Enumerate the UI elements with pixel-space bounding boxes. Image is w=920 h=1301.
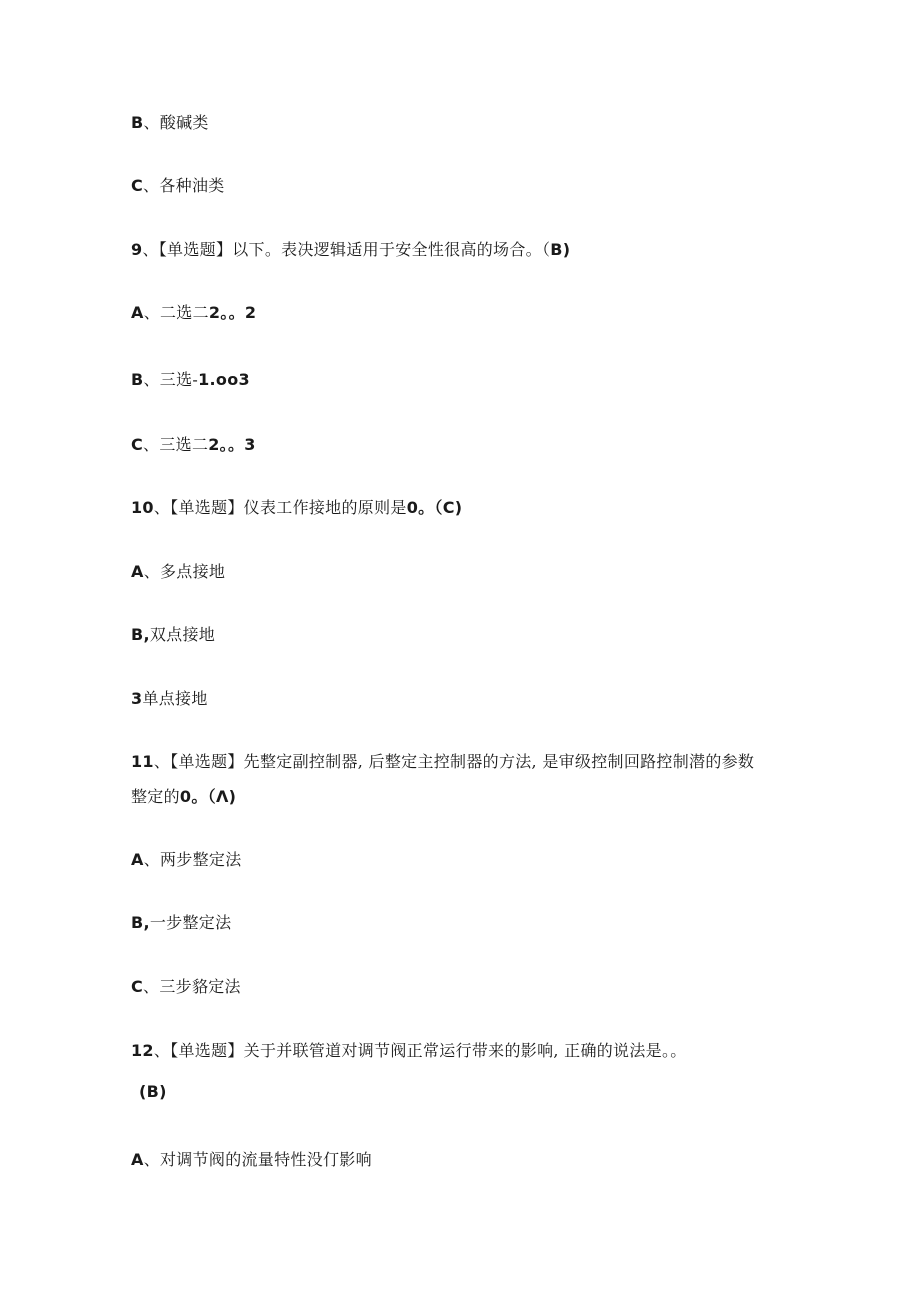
option-text: 、各种油类 <box>143 176 225 195</box>
option-code: 2。。3 <box>208 435 256 454</box>
option-text: 、多点接地 <box>143 562 226 581</box>
answer-key: 0。（Λ) <box>179 787 237 806</box>
question-number: 10 <box>131 498 154 517</box>
option-text: 双点接地 <box>149 625 216 644</box>
option-a-q11 <box>131 850 242 870</box>
option-b-q8 <box>131 113 209 133</box>
option-text: 单点接地 <box>142 689 208 708</box>
answer-key: 0。（C) <box>406 498 463 517</box>
option-letter: B, <box>131 913 150 932</box>
question-11 <box>131 752 754 772</box>
option-text: 、二选二 <box>143 303 209 322</box>
option-letter: C <box>131 977 144 996</box>
option-b-q10 <box>131 625 215 645</box>
option-letter: 3 <box>131 689 143 708</box>
option-text: 、三步貉定法 <box>143 977 241 996</box>
option-letter: A <box>131 303 144 322</box>
question-12 <box>131 1041 687 1061</box>
question-number: 12 <box>131 1041 154 1060</box>
option-b-q11 <box>131 913 231 933</box>
question-number: 9 <box>131 240 143 259</box>
question-text: 、【单选题】关于并联管道对调节阀正常运行带来的影响, 正确的说法是。。 <box>153 1041 687 1060</box>
option-letter: A <box>131 1150 144 1169</box>
option-text: 一步整定法 <box>149 913 232 932</box>
option-letter: C <box>131 435 144 454</box>
option-code: 1.oo3 <box>198 370 250 389</box>
answer-key: B) <box>550 240 571 259</box>
option-letter: B, <box>131 625 150 644</box>
question-text: 、【单选题】以下。表决逻辑适用于安全性很高的场合。（ <box>142 240 551 259</box>
option-b-q9 <box>131 370 250 390</box>
option-letter: B <box>131 113 144 132</box>
option-c-q10 <box>131 689 208 709</box>
question-9 <box>131 240 570 260</box>
option-text: 、三选二 <box>143 435 209 454</box>
question-11-continued <box>131 787 236 807</box>
option-c-q8 <box>131 176 225 196</box>
question-text: 整定的 <box>131 787 180 806</box>
option-letter: C <box>131 176 144 195</box>
question-text: 、【单选题】先整定副控制器, 后整定主控制器的方法, 是审级控制回路控制潜的参数 <box>153 752 755 771</box>
option-a-q12 <box>131 1150 372 1170</box>
option-text: 、对调节阀的流量特性没仃影响 <box>143 1150 372 1169</box>
option-c-q9 <box>131 435 256 455</box>
option-text: 、酸碱类 <box>143 113 209 132</box>
option-c-q11 <box>131 977 241 997</box>
option-letter: A <box>131 562 144 581</box>
option-text: 、两步整定法 <box>143 850 242 869</box>
option-a-q9 <box>131 303 256 323</box>
option-letter: B <box>131 370 144 389</box>
option-letter: A <box>131 850 144 869</box>
question-number: 11 <box>131 752 154 771</box>
option-text: 、三选- <box>143 370 199 389</box>
question-text: 、【单选题】仪表工作接地的原则是 <box>153 498 407 517</box>
question-10 <box>131 498 462 518</box>
option-a-q10 <box>131 562 225 582</box>
answer-key: (B) <box>139 1082 167 1101</box>
question-12-answer <box>139 1082 167 1102</box>
option-code: 2。。2 <box>208 303 257 322</box>
